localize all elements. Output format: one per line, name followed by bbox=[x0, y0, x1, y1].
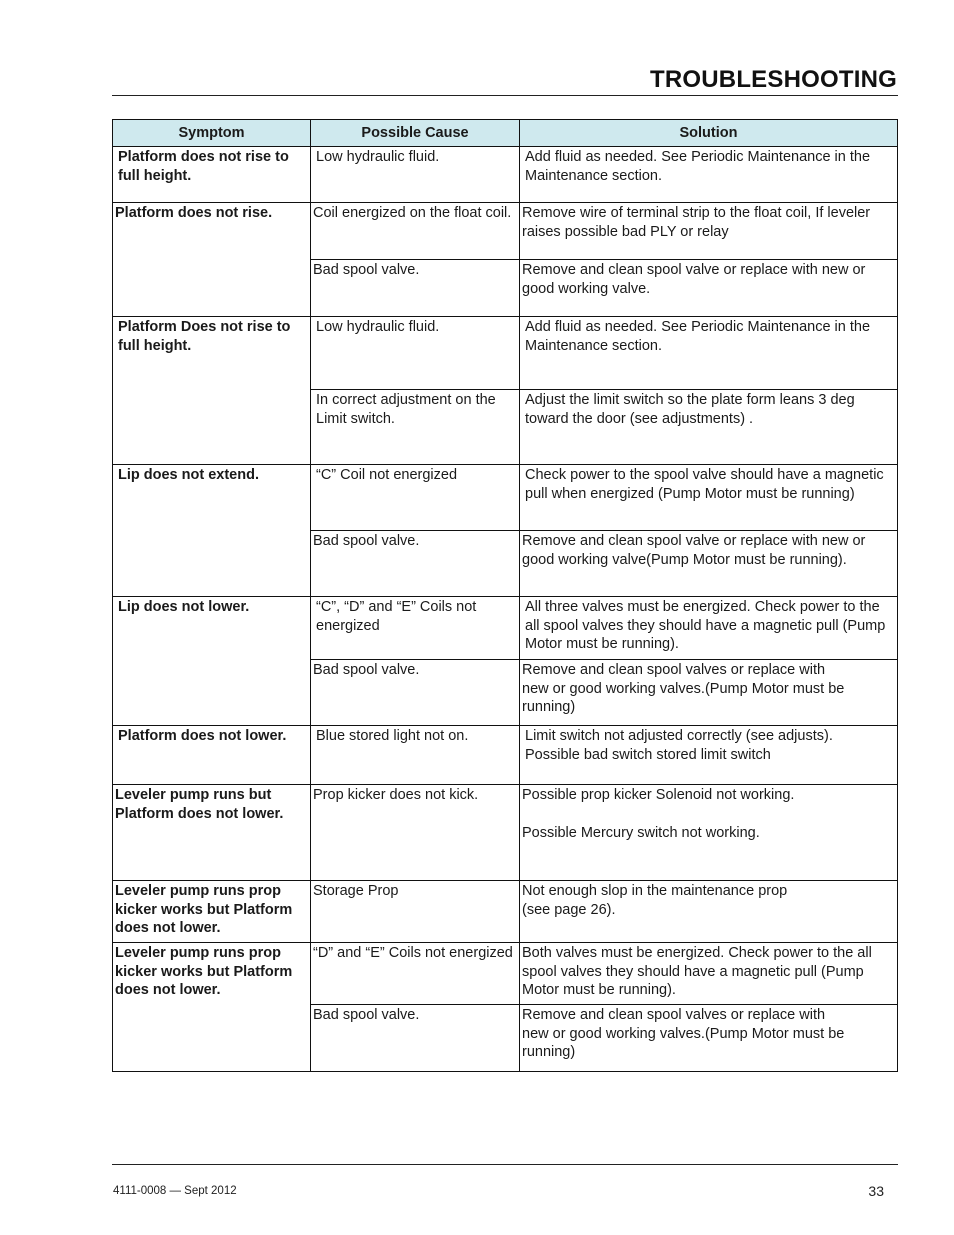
solution-line: Possible bad switch stored limit switch bbox=[525, 746, 771, 763]
solution-line: Possible prop kicker Solenoid not working. bbox=[522, 787, 795, 803]
solution-cell bbox=[520, 726, 898, 785]
page-number: 33 bbox=[868, 1183, 884, 1199]
symptom-cell: Platform does not rise to full height. bbox=[113, 147, 311, 203]
page-title: TROUBLESHOOTING bbox=[650, 66, 897, 93]
column-header-solution: Solution bbox=[520, 120, 898, 147]
cause-cell: Bad spool valve. bbox=[311, 660, 520, 726]
solution-cell: Check power to the spool valve should have a magnetic pull when energized (Pump Motor must be running) bbox=[520, 465, 898, 531]
table-row bbox=[113, 147, 898, 203]
solution-line: Not enough slop in the maintenance prop bbox=[522, 883, 788, 899]
table-row bbox=[113, 317, 898, 390]
cause-cell: Storage Prop bbox=[311, 881, 520, 943]
solution-cell bbox=[520, 1005, 898, 1072]
cause-cell: Bad spool valve. bbox=[311, 531, 520, 597]
cause-cell: In correct adjustment on the Limit switch. bbox=[311, 390, 520, 465]
solution-line: new or good working valves.(Pump Motor must be bbox=[522, 1025, 845, 1042]
cause-cell: “C” Coil not energized bbox=[311, 465, 520, 531]
table-row bbox=[113, 597, 898, 660]
solution-cell: Remove and clean spool valve or replace with new or good working valve. bbox=[520, 260, 898, 317]
table-row bbox=[113, 785, 898, 881]
table-row bbox=[113, 203, 898, 260]
solution-cell bbox=[520, 785, 898, 881]
solution-cell: Add fluid as needed. See Periodic Maintenance in the Maintenance section. bbox=[520, 147, 898, 203]
symptom-cell: Platform does not lower. bbox=[113, 726, 311, 785]
cause-cell: Bad spool valve. bbox=[311, 1005, 520, 1072]
footer-rule bbox=[112, 1164, 898, 1165]
solution-line: Possible Mercury switch not working. bbox=[522, 824, 760, 841]
symptom-cell: Lip does not extend. bbox=[113, 465, 311, 597]
cause-cell: Coil energized on the float coil. bbox=[311, 203, 520, 260]
solution-line: running) bbox=[522, 1044, 576, 1061]
solution-cell: Both valves must be energized. Check power to the all spool valves they should have a magnetic pull (Pump Motor must be running). bbox=[520, 943, 898, 1005]
document-id: 4111-0008 — Sept 2012 bbox=[113, 1185, 237, 1197]
solution-line: new or good working valves.(Pump Motor must be bbox=[522, 680, 845, 697]
column-header-symptom: Symptom bbox=[113, 120, 311, 147]
cause-cell: Bad spool valve. bbox=[311, 260, 520, 317]
symptom-cell: Platform Does not rise to full height. bbox=[113, 317, 311, 465]
symptom-cell: Platform does not rise. bbox=[113, 203, 311, 317]
title-rule bbox=[112, 95, 898, 96]
solution-cell: Remove wire of terminal strip to the float coil, If leveler raises possible bad PLY or relay bbox=[520, 203, 898, 260]
table-row bbox=[113, 881, 898, 943]
table-row bbox=[113, 465, 898, 531]
table-header-row bbox=[113, 120, 898, 147]
solution-cell bbox=[520, 660, 898, 726]
solution-line: running) bbox=[522, 699, 576, 716]
solution-cell bbox=[520, 881, 898, 943]
cause-cell: “D” and “E” Coils not energized bbox=[311, 943, 520, 1005]
cause-cell: Prop kicker does not kick. bbox=[311, 785, 520, 881]
column-header-possible-cause: Possible Cause bbox=[311, 120, 520, 147]
troubleshooting-table bbox=[112, 119, 898, 1072]
solution-line: Remove and clean spool valves or replace with bbox=[522, 1007, 826, 1023]
solution-cell: Adjust the limit switch so the plate form leans 3 deg toward the door (see adjustments) . bbox=[520, 390, 898, 465]
solution-line: Limit switch not adjusted correctly (see adjusts). bbox=[525, 728, 833, 744]
symptom-cell: Leveler pump runs prop kicker works but Platform does not lower. bbox=[113, 943, 311, 1072]
cause-cell: Low hydraulic fluid. bbox=[311, 147, 520, 203]
symptom-cell: Lip does not lower. bbox=[113, 597, 311, 726]
cause-cell: Low hydraulic fluid. bbox=[311, 317, 520, 390]
solution-cell: Add fluid as needed. See Periodic Maintenance in the Maintenance section. bbox=[520, 317, 898, 390]
symptom-cell: Leveler pump runs prop kicker works but Platform does not lower. bbox=[113, 881, 311, 943]
table-row bbox=[113, 943, 898, 1005]
solution-line: (see page 26). bbox=[522, 901, 616, 918]
solution-cell: All three valves must be energized. Check power to the all spool valves they should have a magnetic pull (Pump Motor must be running). bbox=[520, 597, 898, 660]
symptom-cell: Leveler pump runs but Platform does not lower. bbox=[113, 785, 311, 881]
cause-cell: Blue stored light not on. bbox=[311, 726, 520, 785]
solution-cell: Remove and clean spool valve or replace with new or good working valve(Pump Motor must be running). bbox=[520, 531, 898, 597]
line-gap bbox=[522, 805, 895, 824]
cause-cell: “C”, “D” and “E” Coils not energized bbox=[311, 597, 520, 660]
solution-line: Remove and clean spool valves or replace with bbox=[522, 662, 826, 678]
table-row bbox=[113, 726, 898, 785]
